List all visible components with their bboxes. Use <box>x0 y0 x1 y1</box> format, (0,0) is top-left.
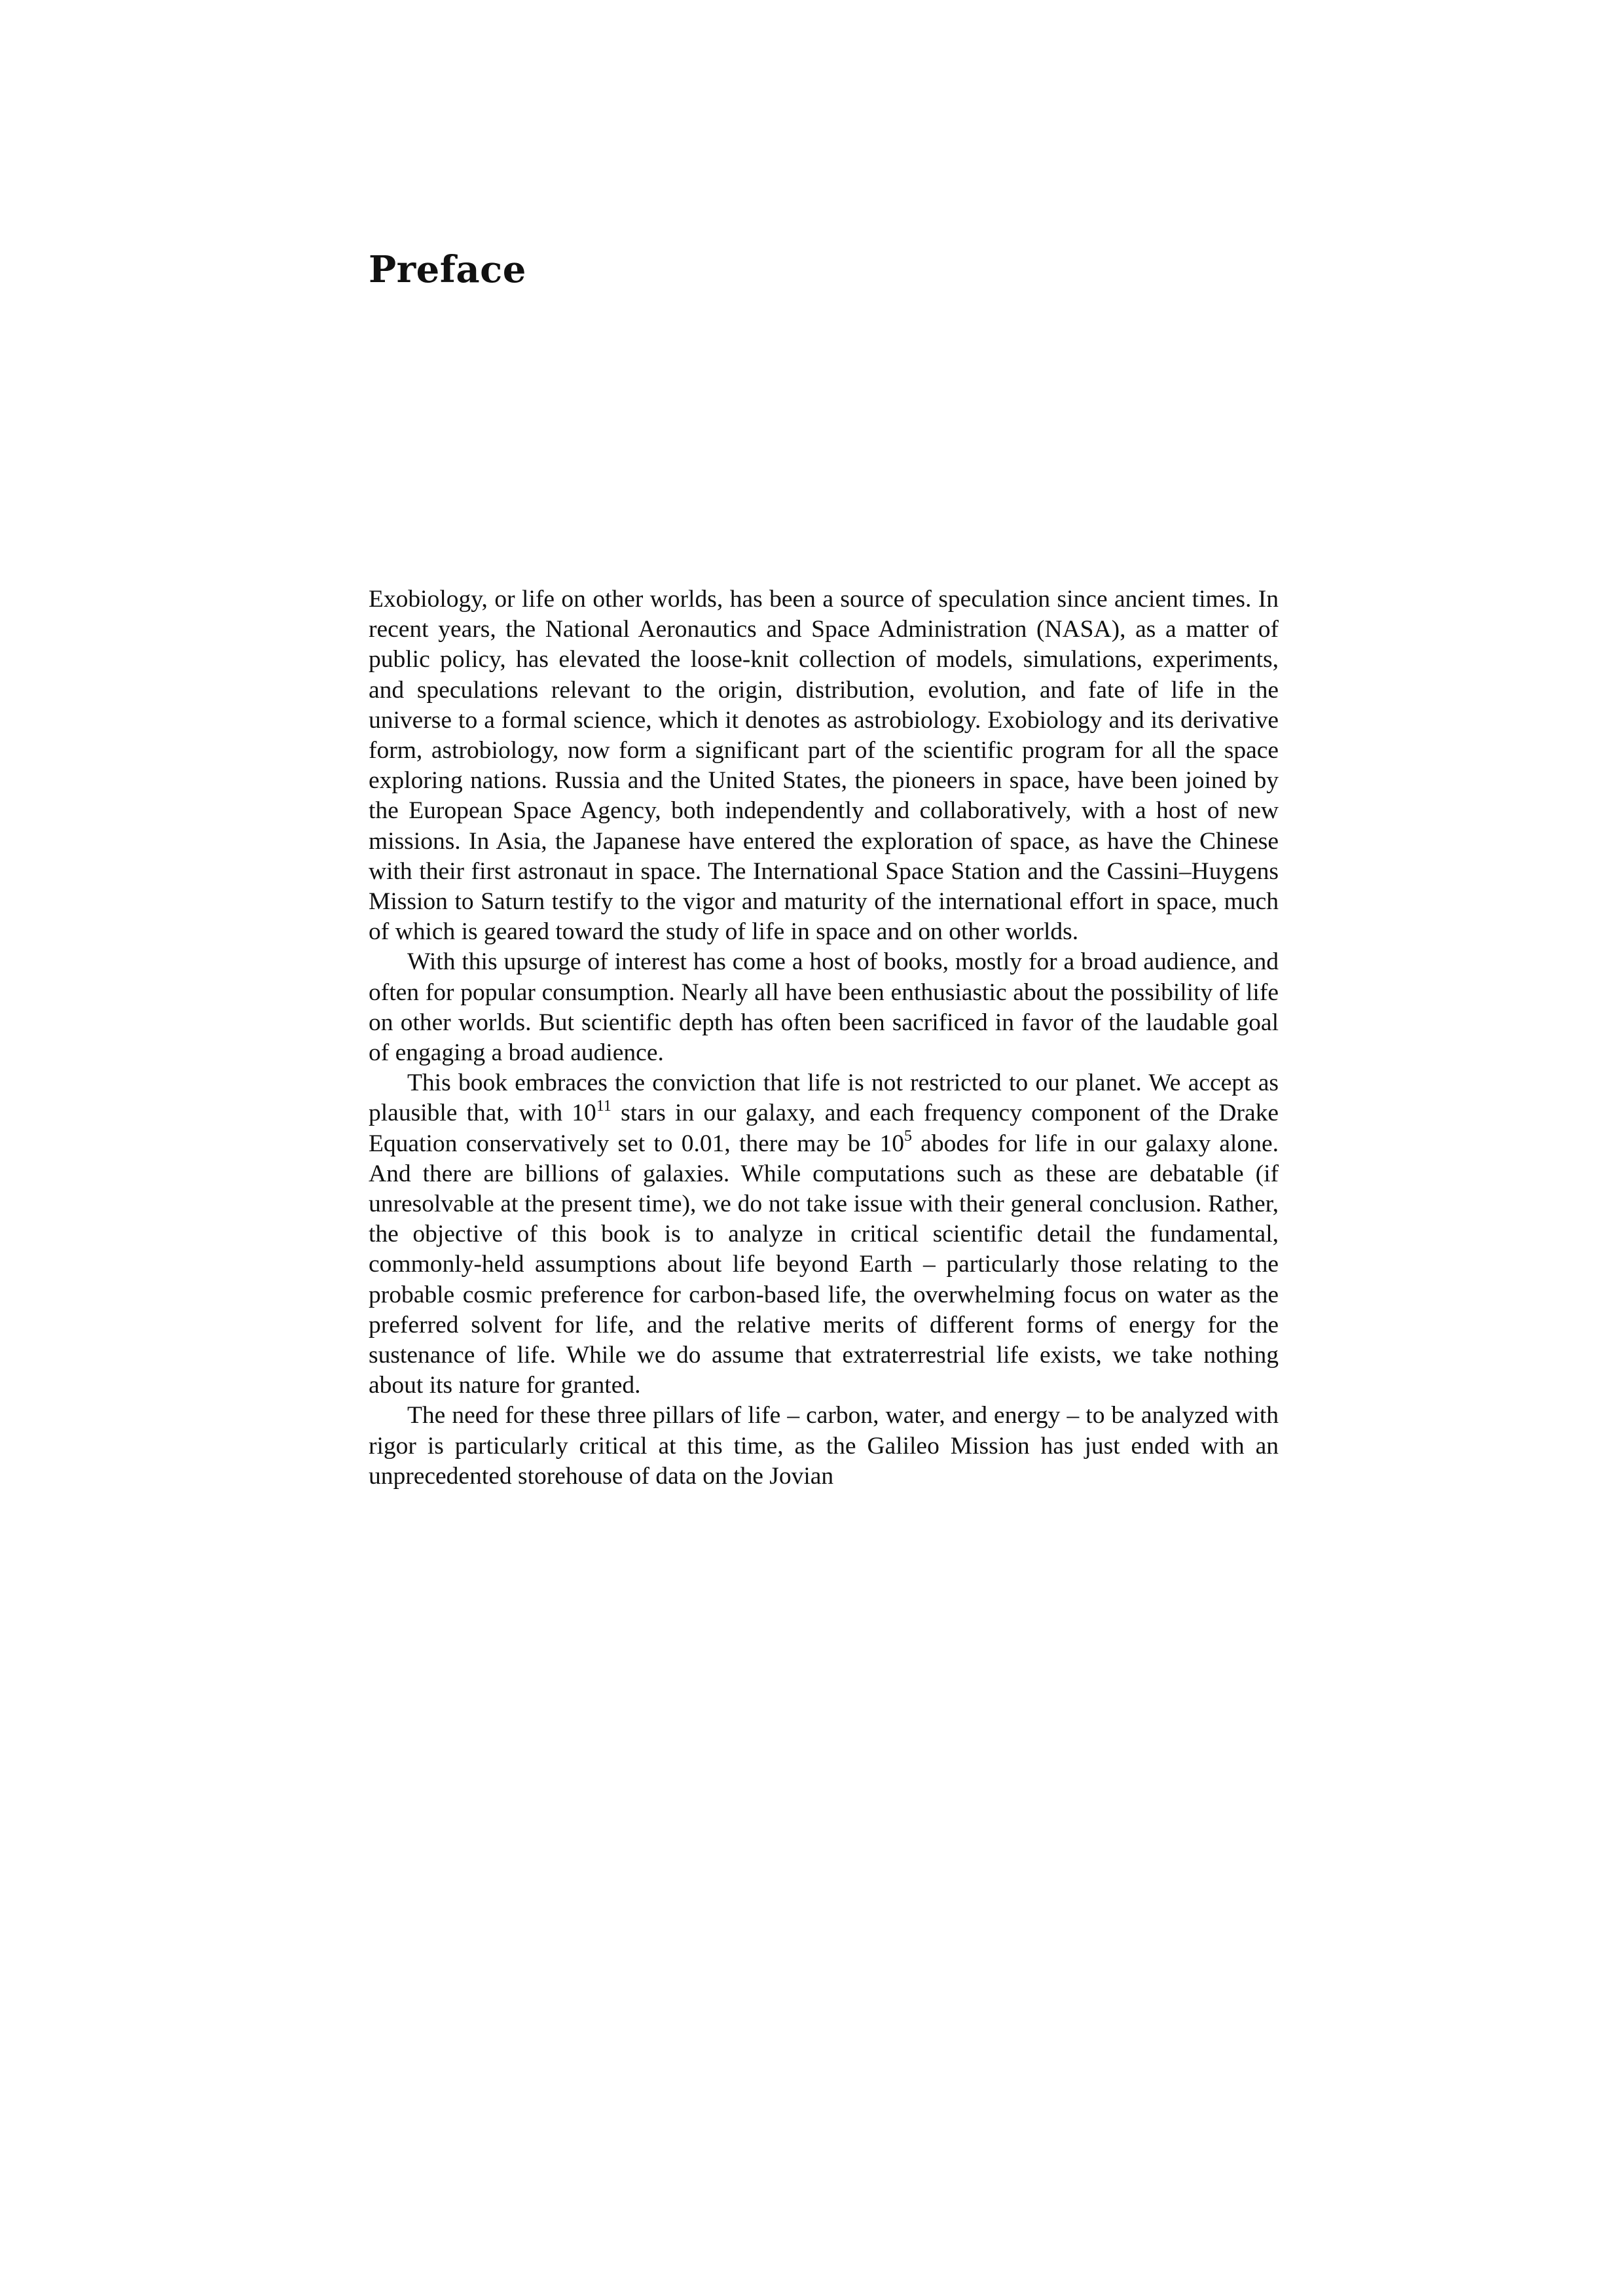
paragraph-3-part-2: stars in our galaxy, and each frequency component of the Drake Equation conservatively set to 0.01, there may be 10 <box>369 1100 1279 1157</box>
paragraph-3-part-3: abodes for life in our galaxy alone. And there are billions of galaxies. While computations such as these are debatable (if unresolvable at the present time), we do not take issue with their general conclusion. Rather, the objective of this book is to analyze in critical scientific detail the fundamental, commonly-held assumptions about life beyond Earth – particularly those relating to the probable cosmic preference for carbon-based life, the overwhelming focus on water as the preferred solvent for life, and the relative merits of different forms of energy for the sustenance of life. While we do assume that extraterrestrial life exists, we take nothing about its nature for granted. <box>369 1130 1279 1399</box>
paragraph-1: Exobiology, or life on other worlds, has been a source of speculation since ancient times. In recent years, the National Aeronautics and Space Administration (NASA), as a matter of public policy, has elevated the loose-knit collection of models, simulations, experiments, and speculations relevant to the origin, distribution, evolution, and fate of life in the universe to a formal science, which it denotes as astrobiology. Exobiology and its derivative form, astrobiology, now form a significant part of the scientific program for all the space exploring nations. Russia and the United States, the pioneers in space, have been joined by the European Space Agency, both independently and collaboratively, with a host of new missions. In Asia, the Japanese have entered the exploration of space, as have the Chinese with their first astronaut in space. The International Space Station and the Cassini–Huygens Mission to Saturn testify to the vigor and maturity of the international effort in space, much of which is geared toward the study of life in space and on other worlds. <box>369 586 1279 946</box>
paragraph-4: The need for these three pillars of life – carbon, water, and energy – to be analyzed with rigor is particularly critical at this time, as the Galileo Mission has just ended with an unprecedented storehouse of data on the Jovian <box>369 1402 1279 1490</box>
exponent-stars: 11 <box>596 1097 611 1115</box>
chapter-title: Preface <box>369 248 526 291</box>
paragraph-3-part-1: This book embraces the conviction that life is not restricted to our planet. We accept as plausible that, with 10 <box>369 1069 1279 1127</box>
exponent-abodes: 5 <box>903 1128 912 1145</box>
paragraph-3 <box>369 1068 1279 1401</box>
body-text <box>369 584 1279 1492</box>
paragraph-2: With this upsurge of interest has come a host of books, mostly for a broad audience, and often for popular consumption. Nearly all have been enthusiastic about the possibility of life on other worlds. But scientific depth has often been sacrificed in favor of the laudable goal of engaging a broad audience. <box>369 948 1279 1067</box>
